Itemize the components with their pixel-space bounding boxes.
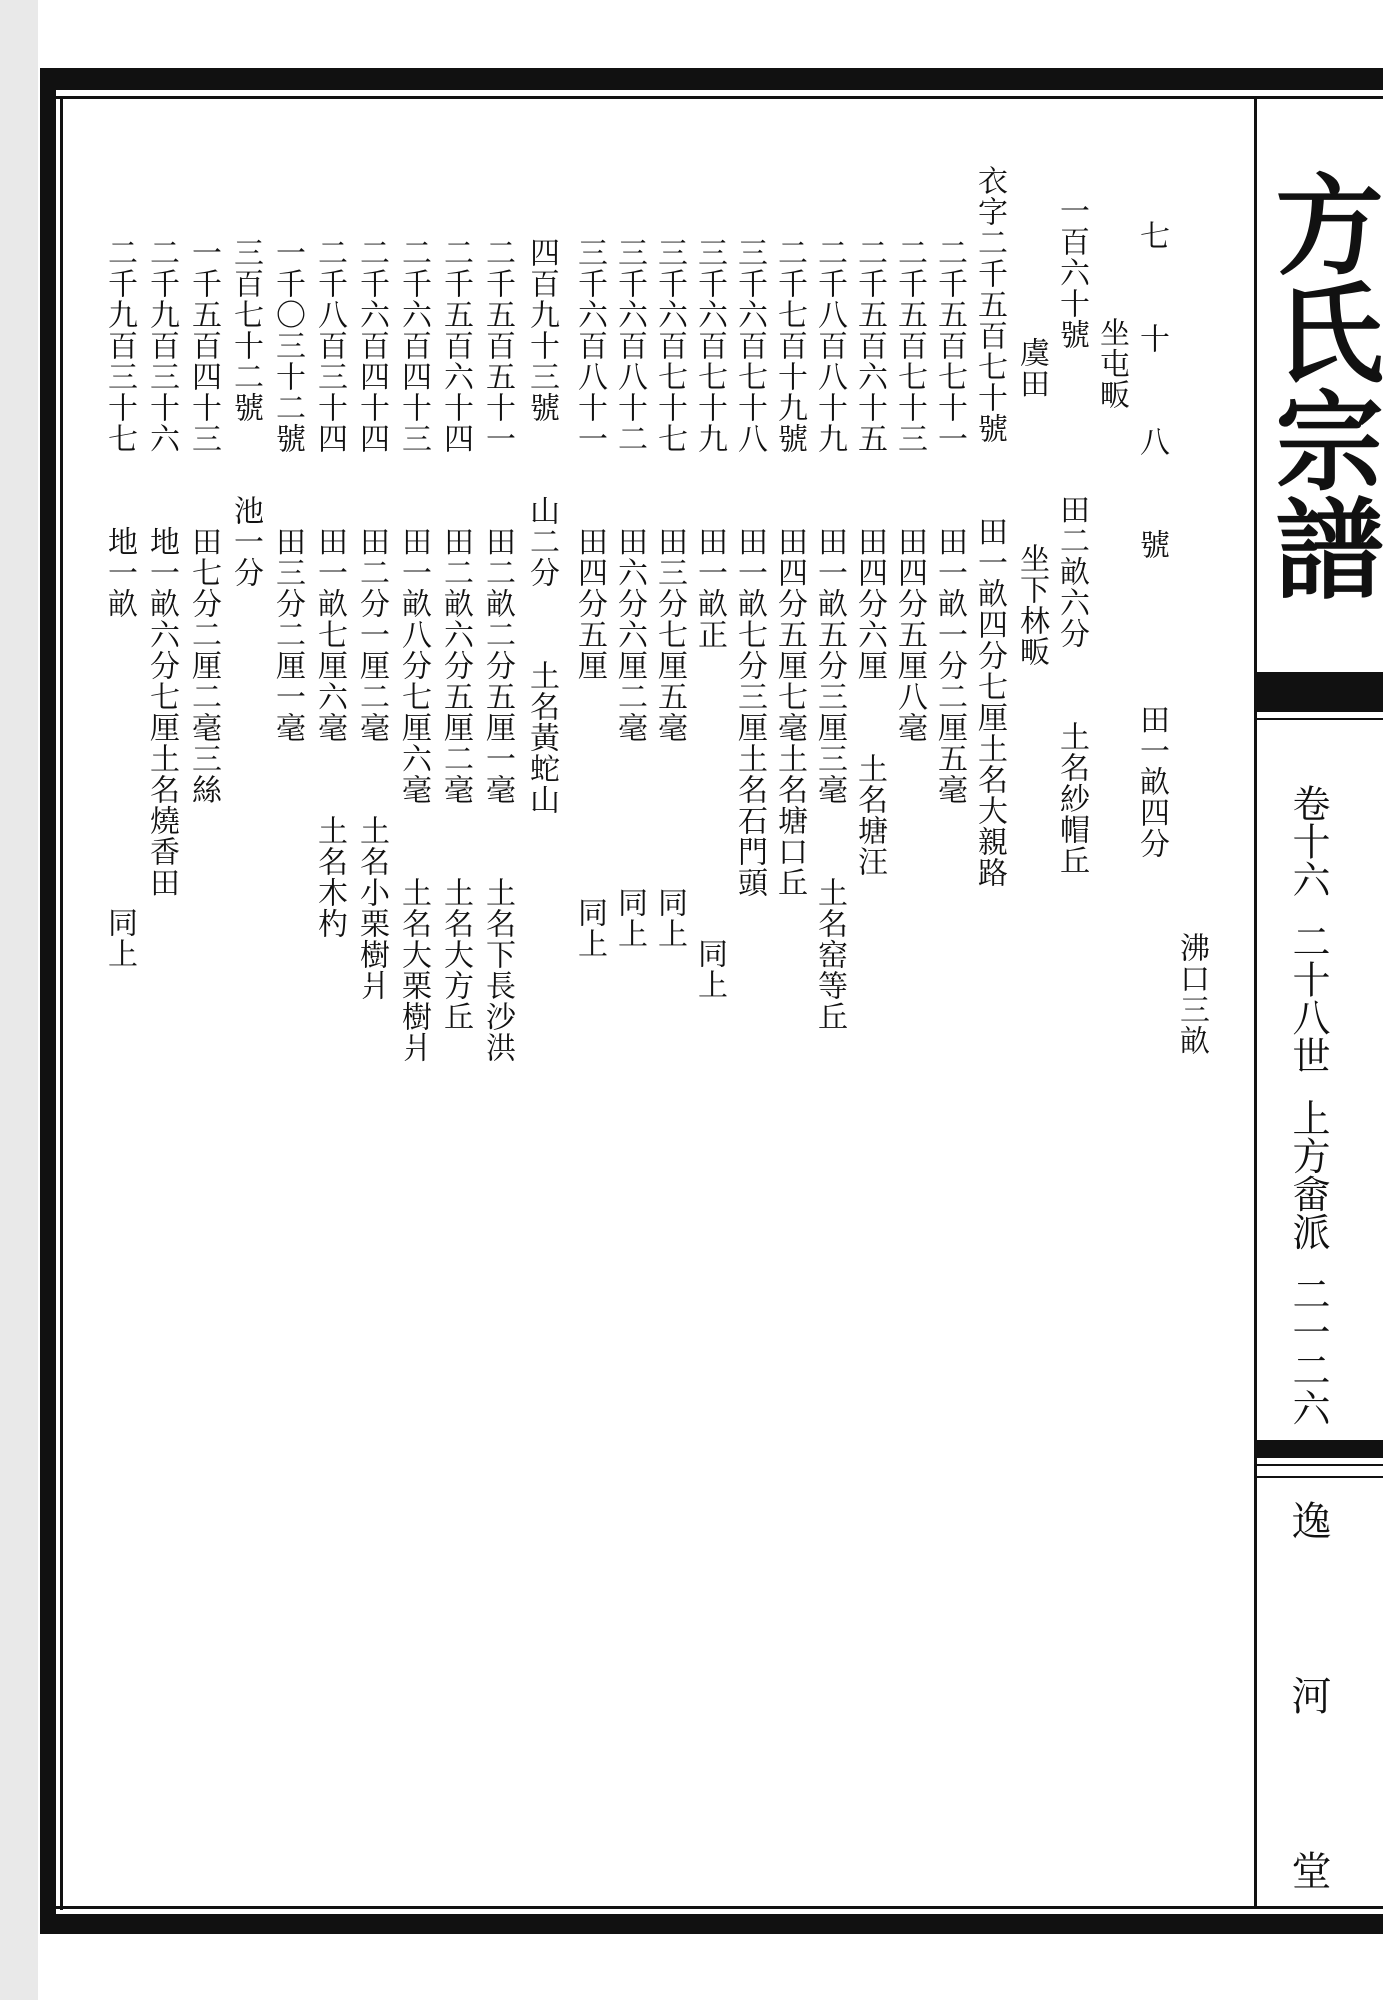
title-separator-2-thin-b	[1257, 1476, 1383, 1478]
text-column: 坐屯畈	[1094, 245, 1129, 410]
title-separator-1-thin	[1257, 718, 1383, 720]
text-column: 二千五百五十一 田二畝二分五厘一毫 土名下長沙洪	[480, 165, 515, 1063]
frame-border-left	[40, 68, 56, 1934]
text-column: 七 十 八 號 田一畝四分	[1134, 220, 1169, 859]
hall-char: 逸	[1285, 1500, 1331, 1540]
text-column: 四百九十三號 山二分 土名黃蛇山	[524, 165, 559, 815]
text-column: 三千六百七十九 田一畝正 同上	[692, 165, 727, 1000]
frame-border-bottom-inner	[40, 1906, 1383, 1909]
title-separator-1	[1257, 672, 1383, 712]
frame-border-top	[40, 68, 1383, 90]
text-column: 沸口三畝	[1174, 500, 1209, 1056]
text-column: 二千六百四十三 田一畝八分七厘六毫 土名大栗樹爿	[396, 165, 431, 1063]
text-column: 衣字二千五百七十號 田一畝四分七厘土名大親路	[972, 165, 1007, 888]
text-column: 三千六百七十八 田一畝七分三厘土名石門頭	[732, 165, 767, 898]
text-column: 二千七百十九號 田四分五厘七毫土名塘口丘	[772, 165, 807, 898]
title-separator-2	[1257, 1440, 1383, 1458]
text-column: 三千六百八十一 田四分五厘 同上	[572, 165, 607, 959]
text-column: 二千五百七十一 田一畝一分二厘五毫	[932, 165, 967, 805]
hall-char: 堂	[1285, 1850, 1331, 1890]
hall-char: 河	[1285, 1675, 1331, 1715]
text-column: 二千五百六十四 田二畝六分五厘二毫 土名大方丘	[438, 165, 473, 1032]
text-column: 三千六百七十七 田三分七厘五毫 同上	[652, 165, 687, 949]
text-column: 虞田 坐下林畈	[1014, 265, 1049, 667]
genealogy-title: 方氏宗譜	[1257, 169, 1383, 601]
text-column: 二千五百六十五 田四分六厘 土名塘汪	[852, 165, 887, 877]
text-column: 二千九百三十七 地一畝 同上	[102, 165, 137, 969]
scan-edge	[0, 0, 38, 2000]
text-column: 三百七十二號 池一分	[228, 165, 263, 588]
text-column: 二千八百八十九 田一畝五分三厘三毫 土名窑等丘	[812, 165, 847, 1032]
text-column: 二千六百四十四 田二分一厘二毫 土名小栗樹爿	[354, 165, 389, 1001]
hall-name	[1268, 1500, 1348, 1890]
volume-info: 卷十六 二十八世 上方畲派 二一二六	[1286, 783, 1330, 1427]
text-column: 一千〇三十二號 田三分二厘一毫	[270, 165, 305, 743]
text-column: 三千六百八十二 田六分六厘二毫 同上	[612, 165, 647, 949]
text-column: 二千八百三十四 田一畝七厘六毫 土名木杓	[312, 165, 347, 939]
frame-border-bottom	[40, 1914, 1383, 1934]
text-column: 一百六十號 田二畝六分 土名紗帽丘	[1054, 195, 1089, 876]
text-column: 二千五百七十三 田四分五厘八毫	[892, 165, 927, 743]
frame-border-top-inner	[40, 96, 1383, 99]
frame-border-left-inner	[60, 96, 63, 1910]
text-column: 一千五百四十三 田七分二厘二毫三絲	[186, 165, 221, 805]
title-separator-2-thin	[1257, 1464, 1383, 1466]
text-column: 二千九百三十六 地一畝六分七厘土名燒香田	[144, 165, 179, 898]
